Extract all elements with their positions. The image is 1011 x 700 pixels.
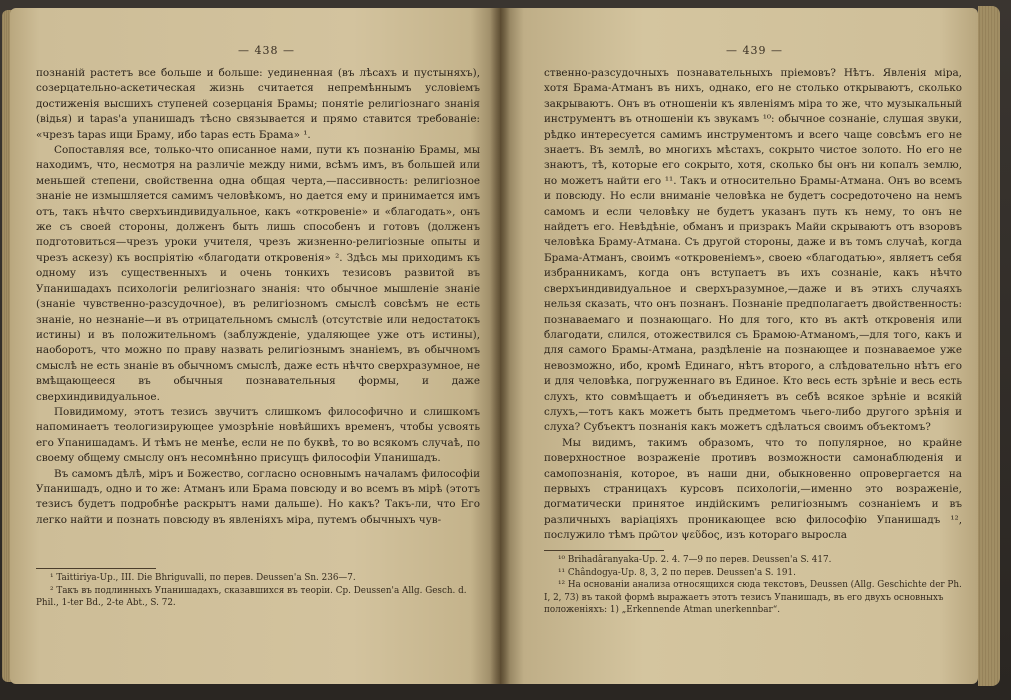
book-gutter	[490, 8, 510, 684]
footnotes	[36, 572, 480, 610]
footnote: ¹ Taittiriya-Up., III. Die Bhriguvalli, по перев. Deussen'a Sn. 236—7.	[50, 573, 356, 583]
page-body	[36, 66, 480, 528]
paragraph: Мы видимъ, такимъ образомъ, что то популярное, но крайне поверхностное возраженіе противъ возможности самонаблюденія и самопознанія, которое, въ наши дни, обыкновенно опровергается на первыхъ страницахъ курсовъ психологіи,—именно это возраженіе, догматически принятое индійскимъ религіознымъ сознаніемъ и въ различныхъ варіаціяхъ проникающее всю философію Упанишадъ ¹², послужило тѣмъ πρῶτον ψεῦδος, изъ котораго выросла	[544, 436, 962, 542]
footnote: ² Такъ въ подлинныхъ Упанишадахъ, сказавшихся въ теоріи. Ср. Deussen'a Allg. Gesch. d. Phil., 1-ter Bd., 2-te Abt., S. 72.	[36, 585, 467, 609]
left-page	[10, 8, 500, 684]
page-body	[544, 66, 962, 544]
paragraph: Сопоставляя все, только-что описанное нами, пути къ познанію Брамы, мы находимъ, что, несмотря на различіе между ними, всѣмъ имъ, въ большей или меньшей степени, свойственна одна общая черта,—пассивность: религіозное знаніе не измышляется самимъ человѣкомъ, но дается ему и принимается имъ отъ, такъ нѣчто сверхъиндивидуальное, какъ «откровеніе» и «благодать», онъ же съ своей стороны, долженъ быть лишь способенъ и готовъ (долженъ подготовиться—чрезъ уроки учителя, чрезъ жизненно-религіозные опыты и чрезъ аскезу) къ воспріятію «благодати откровенія» ². Здѣсь мы приходимъ къ одному изъ существенныхъ и очень тонкихъ тезисовъ развитой въ Упанишадахъ психологіи религіознаго знанія: что обычное мышленіе знаніе (знаніе чувственно-разсудочное), въ религіозномъ смыслѣ совсѣмъ не есть знаніе, но незнаніе—и въ отрицательномъ смыслѣ (отсутствіе или недостатокъ истины) и въ положительномъ (заблужденіе, удаляющее уже отъ истины), наоборотъ, что можно по праву назвать религіознымъ знаніемъ, въ обычномъ смыслѣ не есть знаніе въ обычномъ смыслѣ, даже есть нѣчто сверхразумное, не вмѣщающееся въ обычныя познавательныя формы, и даже сверхиндивидуальное.	[36, 144, 480, 403]
page-number: — 438 —	[238, 44, 295, 57]
paragraph: Повидимому, этотъ тезисъ звучитъ слишкомъ философично и слишкомъ напоминаетъ теологизирующее умозрѣніе новѣйшихъ временъ, чтобы усвоять его Упанишадамъ. И тѣмъ не менѣе, если не по буквѣ, то во всякомъ случаѣ, по своему общему смыслу онъ несомнѣнно присущъ философіи Упанишадъ.	[36, 405, 480, 465]
paragraph: Въ самомъ дѣлѣ, міръ и Божество, согласно основнымъ началамъ философіи Упанишадъ, одно и то же: Атманъ или Брама повсюду и во всемъ въ мірѣ (этотъ тезисъ будетъ подробнѣе раскрытъ нами дальше). Но какъ? Такъ-ли, что Его легко найти и познать повсюду въ явленіяхъ міра, путемъ обычныхъ чув-	[36, 467, 480, 526]
page-number: — 439 —	[726, 44, 783, 57]
paragraph: ственно-разсудочныхъ познавательныхъ пріемовъ? Нѣтъ. Явленія міра, хотя Брама-Атманъ въ нихъ, однако, его не столько открываютъ, сколько закрываютъ. Онъ въ отношеніи къ явленіямъ міра то же, что музыкальный инструментъ въ отношеніи къ звукамъ ¹⁰: обычное сознаніе, слушая звуки, рѣдко интересуется самимъ инструментомъ и всего чаще совсѣмъ его не знаетъ. Въ землѣ, во многихъ мѣстахъ, сокрыто чистое золото. Но его не знаютъ, тѣ, которые его сокрыто, хотя, сколько бы онъ ни копалъ землю, но можетъ найти его ¹¹. Такъ и относительно Брамы-Атмана. Онъ во всемъ и повсюду. Но если вниманіе человѣка не будетъ сосредоточено на немъ самомъ и если человѣку не будетъ указанъ путь къ нему, то онъ не найдетъ его. Невѣдѣніе, обманъ и призракъ Майи скрываютъ отъ взоровъ человѣка Браму-Атмана. Съ другой стороны, даже и въ томъ случаѣ, когда Брама-Атманъ, своимъ «откровеніемъ», своею «благодатью», являетъ себя избранникамъ, когда онъ вступаетъ въ ихъ сознаніе, какъ нѣчто сверхъиндивидуальное и сверхъразумное,—даже и въ этихъ случаяхъ нельзя сказать, что онъ познанъ. Познаніе предполагаетъ двойственность: познаваемаго и познающаго. Но для того, кто въ актѣ откровенія или благодати, слился, отожествился съ Брамою-Атманомъ,—для того, какъ и для самого Брамы-Атмана, раздѣленіе на познающее и познаваемое уже невозможно, ибо, кромѣ Единаго, нѣтъ второго, а слѣдовательно нѣтъ его и для человѣка, погруженнаго въ Единое. Кто весь есть зрѣніе и весь есть слухъ, кто совмѣщаетъ и объединяетъ въ себѣ всякое зрѣніе и всякій слухъ,—тотъ какъ можетъ быть предметомъ чьего-либо другого зрѣнія и слуха? Субъектъ познанія какъ можетъ сдѣлаться своимъ объектомъ?	[544, 67, 962, 434]
footnote-rule	[544, 550, 664, 551]
footnotes	[544, 554, 962, 617]
footnote-rule	[36, 568, 156, 569]
right-page-edges	[978, 6, 1000, 686]
paragraph: познаній растетъ все больше и больше: уединенная (въ лѣсахъ и пустыняхъ), созерцательно-аскетическая жизнь считается непремѣннымъ условіемъ достиженія высшихъ ступеней созерцанія Брамы; понятіе религіознаго знанія (відья) и tapas'а упанишадъ тѣсно связывается и прямо ставится требованіе: «чрезъ tapas ищи Браму, ибо tapas есть Брама» ¹.	[36, 67, 480, 141]
footnote: ¹² На основаніи анализа относящихся сюда текстовъ, Deussen (Allg. Geschichte der Ph. I, 2, 73) въ такой формѣ выражаетъ этотъ тезисъ Упанишадъ, въ его двухъ основныхъ положеніяхъ: 1) „Erkennende Atman unerkennbar“.	[544, 580, 962, 616]
right-page	[500, 8, 978, 684]
footnote: ¹¹ Chândogya-Up. 8, 3, 2 по перев. Deussen'a S. 191.	[558, 567, 796, 578]
footnote: ¹⁰ Brihadâranyaka-Up. 2. 4. 7—9 по перев. Deussen'a S. 417.	[558, 555, 832, 565]
